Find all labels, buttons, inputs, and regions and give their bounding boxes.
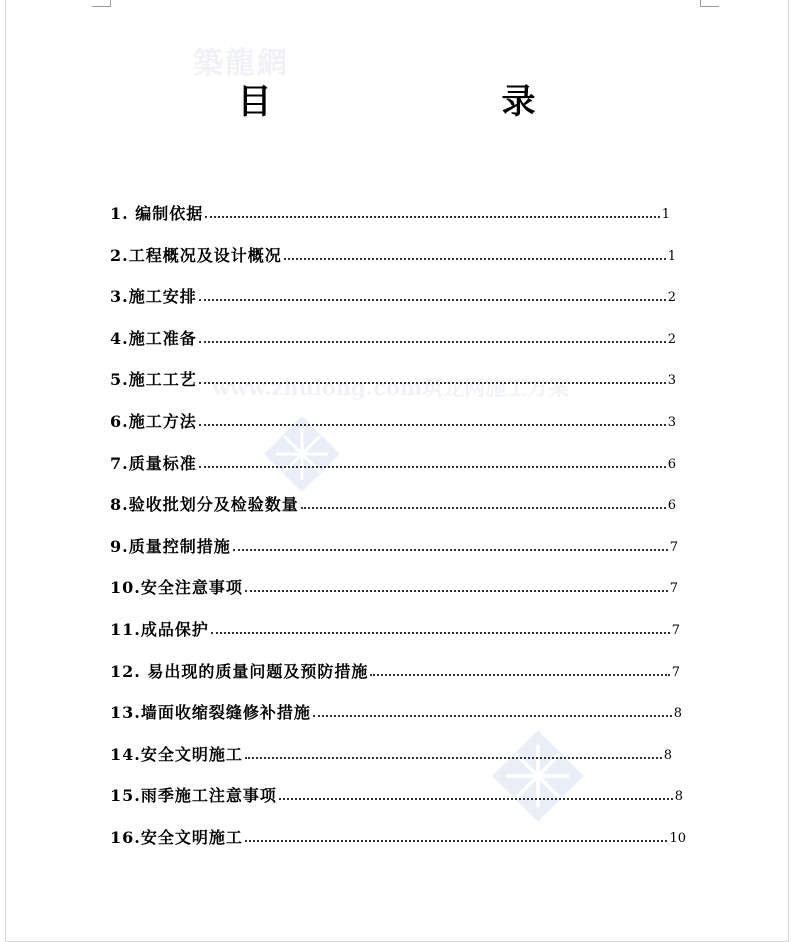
- toc-page-number: 2: [667, 331, 676, 347]
- toc-entry-title: 4.施工准备: [110, 328, 197, 348]
- toc-entry-title: 10.安全注意事项: [110, 578, 243, 598]
- toc-page-number: 1: [667, 248, 676, 264]
- toc-page-number: 7: [669, 539, 678, 555]
- margin-corner-right: [700, 0, 719, 7]
- toc-page-number: 7: [671, 664, 680, 680]
- toc-dot-leader: [199, 341, 666, 343]
- toc-page-number: 10: [669, 831, 686, 846]
- toc-dot-leader: [301, 507, 666, 509]
- toc-entry-title: 1. 编制依据: [110, 204, 204, 223]
- toc-dot-leader: [370, 674, 669, 676]
- toc-entry[interactable]: [110, 737, 672, 765]
- watermark-logo-text: 築龍網: [193, 46, 289, 81]
- toc-entry[interactable]: [110, 820, 686, 848]
- toc-entry[interactable]: [110, 529, 678, 557]
- toc-entry[interactable]: [110, 570, 678, 598]
- toc-entry-title: 15.雨季施工注意事项: [110, 786, 277, 806]
- toc-entry[interactable]: [110, 196, 670, 224]
- toc-dot-leader: [245, 840, 668, 842]
- toc-entry[interactable]: [110, 778, 683, 806]
- toc-entry-title: 3.施工安排: [110, 287, 197, 307]
- toc-entry[interactable]: [110, 321, 676, 349]
- toc-dot-leader: [211, 632, 670, 634]
- toc-dot-leader: [313, 715, 672, 717]
- toc-entry[interactable]: [110, 362, 676, 390]
- toc-dot-leader: [245, 757, 662, 759]
- toc-entry[interactable]: [110, 695, 682, 723]
- toc-entry-title: 6.施工方法: [110, 412, 197, 431]
- toc-dot-leader: [284, 258, 666, 260]
- toc-entry-title: 8.验收批划分及检验数量: [110, 495, 299, 515]
- page-title: 目 录: [237, 82, 590, 122]
- toc-entry[interactable]: [110, 279, 676, 307]
- margin-corner-left: [92, 0, 111, 7]
- toc-page-number: 2: [667, 290, 676, 306]
- toc-entry[interactable]: [110, 238, 676, 266]
- toc-entry[interactable]: [110, 654, 680, 682]
- toc-page-number: 3: [667, 373, 676, 389]
- toc-entry[interactable]: [110, 404, 676, 432]
- toc-page-number: 8: [663, 747, 672, 763]
- toc-page-number: 1: [661, 207, 670, 222]
- toc-dot-leader: [199, 299, 666, 301]
- toc-entry[interactable]: [110, 487, 676, 515]
- toc-entry-title: 5.施工工艺: [110, 370, 197, 390]
- toc-page-number: 6: [667, 456, 676, 472]
- toc-dot-leader: [245, 590, 668, 592]
- toc-entry-title: 12. 易出现的质量问题及预防措施: [110, 661, 369, 681]
- toc-entry[interactable]: [110, 446, 676, 474]
- toc-page-number: 7: [671, 623, 680, 638]
- toc-page-number: 3: [667, 415, 676, 430]
- toc-entry[interactable]: [110, 612, 680, 640]
- toc-page-number: 6: [667, 498, 676, 514]
- toc-dot-leader: [279, 798, 673, 800]
- toc-entry-title: 16.安全文明施工: [110, 828, 243, 847]
- toc-entry-title: 9.质量控制措施: [110, 536, 231, 556]
- toc-page-number: 7: [669, 581, 678, 597]
- toc-page-number: 8: [673, 706, 682, 722]
- toc-page-number: 8: [674, 789, 683, 805]
- watermark-url-text: www.zhulong.com筑龙网施工方案: [212, 375, 570, 400]
- toc-dot-leader: [199, 382, 666, 384]
- toc-dot-leader: [205, 216, 659, 218]
- toc-dot-leader: [199, 466, 666, 468]
- toc-entry-title: 7.质量标准: [110, 453, 197, 473]
- toc-entry-title: 14.安全文明施工: [110, 744, 243, 764]
- toc-entry-title: 2.工程概况及设计概况: [110, 245, 282, 265]
- toc-entry-title: 11.成品保护: [110, 620, 209, 639]
- toc-dot-leader: [233, 549, 668, 551]
- toc-entry-title: 13.墙面收缩裂缝修补措施: [110, 703, 311, 723]
- toc-dot-leader: [199, 424, 666, 426]
